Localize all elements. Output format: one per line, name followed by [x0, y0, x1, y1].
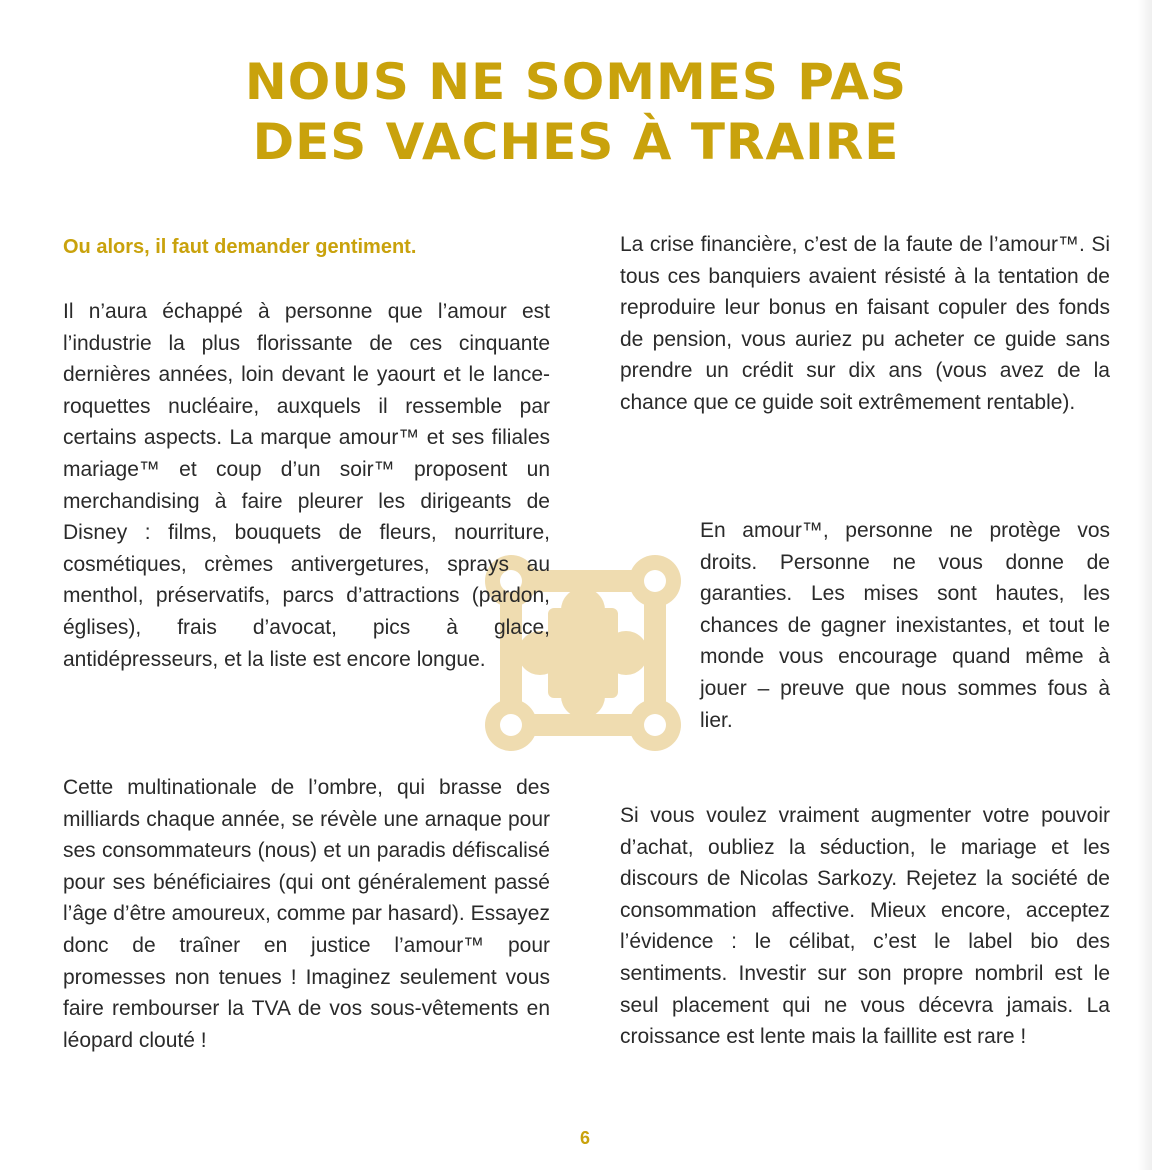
- page-title: [0, 52, 1152, 172]
- left-paragraph-1: Il n’aura échappé à personne que l’amour est l’industrie la plus florissante de ces cinquante dernières années, loin devant le yaourt et le lance-roquettes nucléaire, auxquels il ressemble par certains aspects. La marque amour™ et ses filiales mariage™ et coup d’un soir™ proposent un merchandising à faire pleurer les dirigeants de Disney : films, bouquets de fleurs, nourriture, cosmétiques, crèmes antivergetures, sprays au menthol, préservatifs, parcs d’attractions (pardon, églises), frais d’avocat, pics à glace, antidépresseurs, et la liste est encore longue.: [63, 300, 550, 671]
- title-line-1: NOUS NE SOMMES PAS: [244, 53, 908, 111]
- page-edge-shadow: [1138, 0, 1152, 1170]
- section-subtitle: Ou alors, il faut demander gentiment.: [63, 236, 417, 258]
- left-paragraph-2: Cette multinationale de l’ombre, qui brasse des milliards chaque année, se révèle une arnaque pour ses consommateurs (nous) et un paradis défiscalisé pour ses bénéficiaires (qui ont généralement passé l’âge d’être amoureux, comme par hasard). Essayez donc de traîner en justice l’amour™ pour promesses non tenues ! Imaginez seulement vous faire rembourser la TVA de vos sous-vêtements en léopard clouté !: [63, 776, 550, 1052]
- right-paragraph-1: La crise financière, c’est de la faute de l’amour™. Si tous ces banquiers avaient résisté à la tentation de reproduire leur bonus en faisant copuler des fonds de pension, vous auriez pu acheter ce guide sans prendre un crédit sur dix ans (vous avez de la chance que ce guide soit extrêmement rentable).: [620, 233, 1110, 414]
- right-paragraph-3: Si vous voulez vraiment augmenter votre pouvoir d’achat, oubliez la séduction, le mariage et les discours de Nicolas Sarkozy. Rejetez la société de consommation affective. Mieux encore, acceptez l’évidence : le célibat, c’est le label bio des sentiments. Investir sur son propre nombril est le seul placement qui ne vous décevra jamais. La croissance est lente mais la faillite est rare !: [620, 804, 1110, 1049]
- title-line-2: DES VACHES À TRAIRE: [252, 113, 900, 171]
- right-paragraph-2: En amour™, personne ne protège vos droits. Personne ne vous donne de garanties. Les mises sont hautes, les chances de gagner inexistantes, et tout le monde vous encourage quand même à jouer – preuve que nous sommes fous à lier.: [700, 519, 1110, 732]
- page-number: 6: [579, 1128, 590, 1148]
